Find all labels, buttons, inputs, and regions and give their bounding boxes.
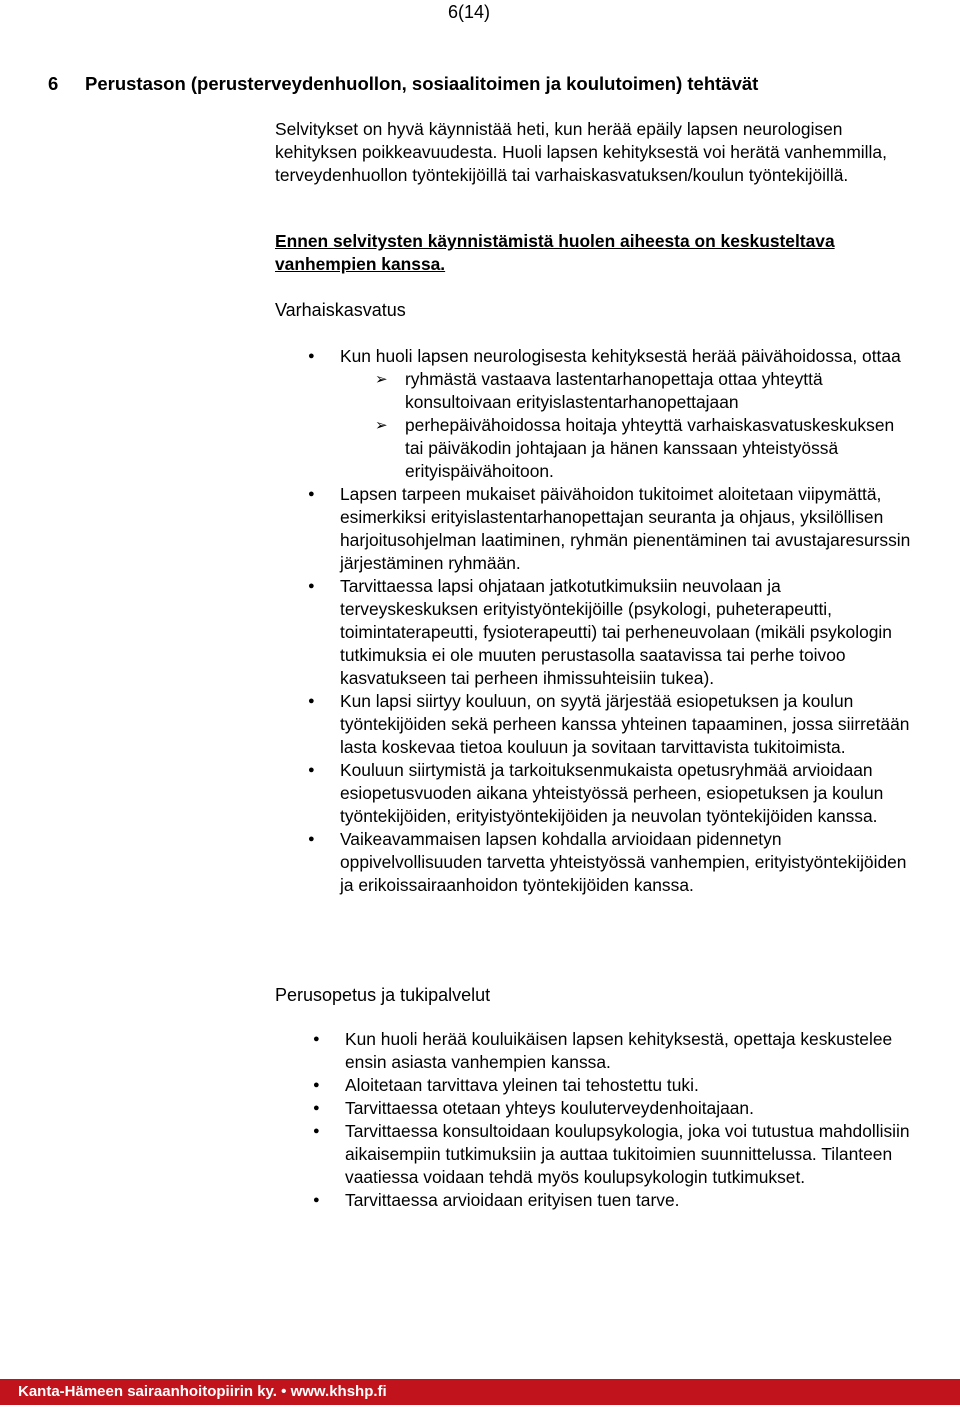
list-item: ● Vaikeavammaisen lapsen kohdalla arvioidaan pidennetyn oppivelvollisuuden tarvetta yhteistyössä vanhempien, erityistyöntekijöiden ja erikoissairaanhoidon työntekijöiden kanssa. [275,828,915,897]
list-item: ● Tarvittaessa lapsi ohjataan jatkotutkimuksiin neuvolaan ja terveyskeskuksen erityistyöntekijöille (psykologi, puheterapeutti, toimintaterapeutti, fysioterapeutti) tai perheneuvolaan (mikäli psykologin tutkimuksia ei ole muuten perustasolla saatavissa tai perhe toivoo kasvatukseen tai perheen ihmissuhteisiin tukea). [275,575,915,690]
sub-list-item: ➢ perhepäivähoidossa hoitaja yhteyttä varhaiskasvatuskeskuksen tai päiväkodin johtajaan ja hänen kanssaan yhteistyössä erityispäivähoitoon. [340,414,915,483]
emphasis-paragraph: Ennen selvitysten käynnistämistä huolen aiheesta on keskusteltava vanhempien kanssa. [275,231,835,274]
list-item: ● Kouluun siirtymistä ja tarkoituksenmukaista opetusryhmää arvioidaan esiopetusvuoden aikana yhteistyössä perheen, esiopetuksen ja koulun työntekijöiden, erityistyöntekijöiden ja neuvolan työntekijöiden kanssa. [275,759,915,828]
perusopetus-title: Perusopetus ja tukipalvelut [275,985,491,1005]
footer-organization: Kanta-Hämeen sairaanhoitopiirin ky. [18,1383,277,1400]
list-item: ● Lapsen tarpeen mukaiset päivähoidon tukitoimet aloitetaan viipymättä, esimerkiksi erityislastentarhanopettajan seuranta ja ohjaus, yksilöllisen harjoitusohjelman laatiminen, ryhmän pienentäminen tai avustajaresurssin järjestäminen ryhmään. [275,483,915,575]
footer-website-link[interactable]: www.khshp.fi [290,1383,387,1400]
list-item: ● Kun lapsi siirtyy kouluun, on syytä järjestää esiopetuksen ja koulun työntekijöiden sekä perheen kanssa yhteinen tapaaminen, jossa siirretään lasta koskevaa tietoa kouluun ja sovitaan tarvittavista tukitoimista. [275,690,915,759]
page-number: 6(14) [448,2,491,22]
list-item-text: Kun huoli lapsen neurologisesta kehityksestä herää päivähoidossa, ottaa [340,346,901,366]
footer-text [18,1382,387,1402]
section-number: 6 [48,73,59,94]
sub-list-item: ➢ ryhmästä vastaava lastentarhanopettaja ottaa yhteyttä konsultoivaan erityislastentarhanopettajaan [340,368,915,414]
list-item: ● Aloitetaan tarvittava yleinen tai tehostettu tuki. [280,1074,910,1097]
varhaiskasvatus-title: Varhaiskasvatus [275,300,406,320]
list-item [275,345,915,483]
footer-separator: • [281,1383,287,1400]
section-heading [48,71,758,97]
list-item: ● Tarvittaessa konsultoidaan koulupsykologia, joka voi tutustua mahdollisiin aikaisempiin tutkimuksiin ja auttaa tukitoimien suunnittelussa. Tilanteen vaatiessa voidaan tehdä myös koulupsykologin tutkimukset. [280,1120,910,1189]
perusopetus-list [280,1028,910,1212]
sub-list [340,368,915,483]
footer-bar [0,1379,960,1405]
varhaiskasvatus-list [275,345,915,897]
section-title: Perustason (perusterveydenhuollon, sosiaalitoimen ja koulutoimen) tehtävät [85,73,759,94]
list-item: ● Kun huoli herää kouluikäisen lapsen kehityksestä, opettaja keskustelee ensin asiasta vanhempien kanssa. [280,1028,910,1074]
list-item: ● Tarvittaessa arvioidaan erityisen tuen tarve. [280,1189,910,1212]
list-item: ● Tarvittaessa otetaan yhteys kouluterveydenhoitajaan. [280,1097,910,1120]
intro-paragraph: Selvitykset on hyvä käynnistää heti, kun herää epäily lapsen neurologisen kehityksen poikkeavuudesta. Huoli lapsen kehityksestä voi herätä vanhemmilla, terveydenhuollon työntekijöillä tai varhaiskasvatuksen/koulun työntekijöillä. [275,119,887,185]
